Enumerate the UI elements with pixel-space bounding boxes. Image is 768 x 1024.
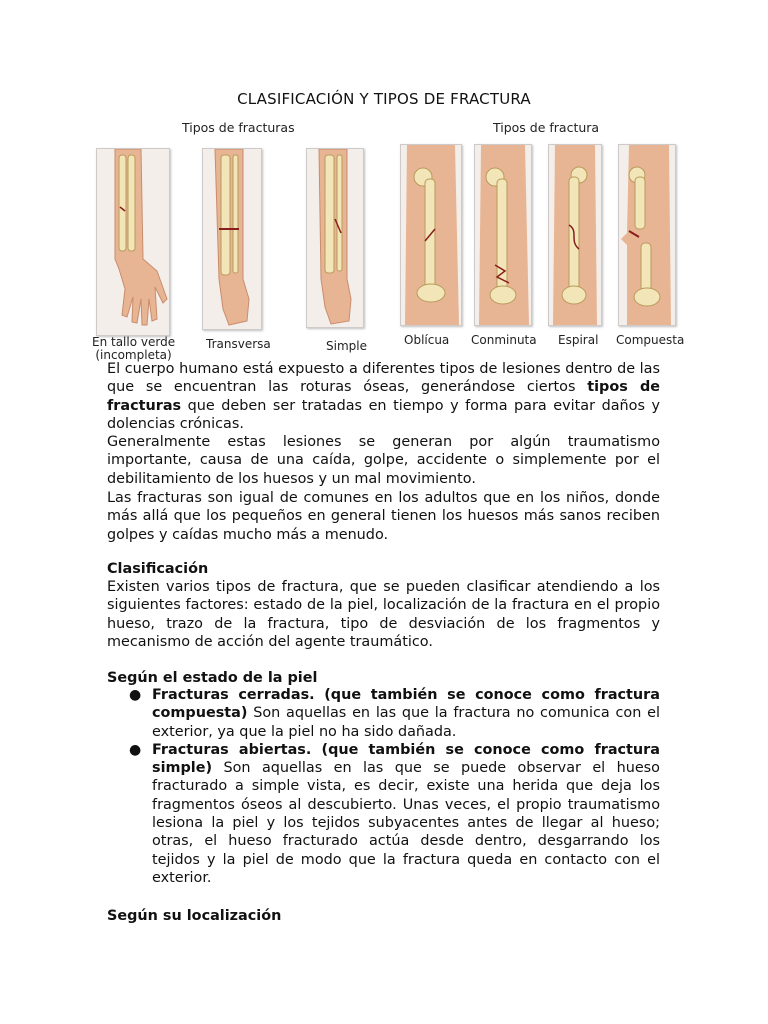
document-title: CLASIFICACIÓN Y TIPOS DE FRACTURA	[237, 90, 531, 108]
clasificacion-heading: Clasificación	[107, 561, 209, 577]
caption-greenstick: En tallo verde (incompleta)	[92, 335, 176, 362]
list-item: ● Fracturas cerradas. (que también se conoce como fractura compuesta) Son aquellas en las que la fractura no comunica con el exterior, ya que la piel no ha sido dañada.	[129, 687, 660, 740]
transverse-fracture-illustration	[202, 148, 262, 330]
caption-spiral: Espiral	[558, 333, 599, 347]
caption-compound: Compuesta	[616, 333, 685, 347]
caption-transverse: Transversa	[206, 337, 271, 351]
figure-heading-right: Tipos de fractura	[493, 120, 600, 135]
estado-piel-heading: Según el estado de la piel	[107, 670, 318, 686]
localizacion-heading: Según su localización	[107, 908, 282, 924]
intro-paragraph-1: El cuerpo humano está expuesto a diferentes tipos de lesiones dentro de las que se encuentran las roturas óseas, generándose ciertos tipos de fracturas que deben ser tratadas en tiempo y forma para evitar daños y dolencias crónicas.	[107, 361, 661, 432]
fracture-types-figure	[88, 118, 684, 366]
greenstick-fracture-illustration	[96, 148, 170, 336]
bullet-icon: ●	[129, 687, 142, 703]
oblique-fracture-illustration	[400, 144, 462, 326]
bullet-icon: ●	[129, 741, 142, 758]
clasificacion-paragraph: Existen varios tipos de fractura, que se pueden clasificar atendiendo a los siguientes factores: estado de la piel, localización de la fractura en el propio hueso, trazo de la fractura, tipo de desviación de los fragmentos y mecanismo de acción del agente traumático.	[107, 579, 660, 650]
caption-oblique: Oblícua	[404, 333, 450, 347]
caption-simple: Simple	[326, 339, 367, 353]
compound-fracture-illustration	[618, 144, 676, 326]
simple-fracture-illustration	[306, 148, 364, 328]
comminuted-fracture-illustration	[474, 144, 532, 326]
spiral-fracture-illustration	[548, 144, 602, 326]
list-item: ● Fracturas abiertas. (que también se conoce como fractura simple) Son aquellas en las que se puede observar el hueso fracturado a simple vista, es decir, existe una herida que deja los fragmentos óseos al descubierto. Unas veces, el propio traumatismo lesiona la piel y los tejidos subyacentes antes de llegar al hueso; otras, el hueso fracturado actúa desde dentro, desgarrando los tejidos y la piel de modo que la fractura queda en contacto con el exterior.	[129, 741, 660, 886]
figure-heading-left: Tipos de fracturas	[182, 120, 295, 135]
intro-paragraph-2: Generalmente estas lesiones se generan por algún traumatismo importante, causa de una caída, golpe, accidente o simplemente por el debilitamiento de los huesos y un mal movimiento.	[107, 434, 660, 487]
intro-paragraph-3: Las fracturas son igual de comunes en los adultos que en los niños, donde más allá que los pequeños en general tienen los huesos más sanos reciben golpes y caídas mucho más a menudo.	[107, 490, 660, 543]
estado-piel-list	[107, 686, 660, 887]
caption-comminuted: Conminuta	[471, 333, 537, 347]
